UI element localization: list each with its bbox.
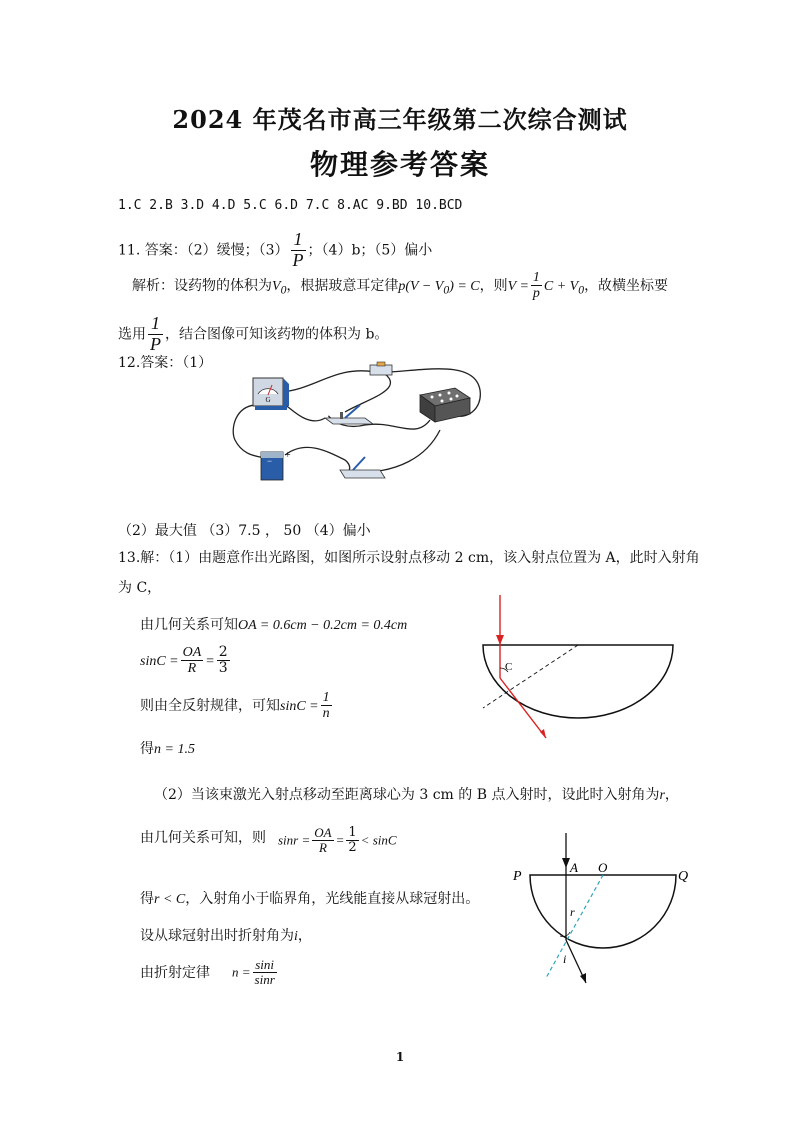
- hemisphere: [483, 645, 673, 718]
- q11-frac: $\frac{1}{P}$: [292, 229, 304, 270]
- q13-sinC: sinC = $\frac{OA}{R}$ = $\frac{2}{3}$: [140, 644, 228, 677]
- svg-text:−: −: [267, 456, 273, 466]
- q13-conclusion: 得r < C，入射角小于临界角，光线能直接从球冠射出。: [140, 891, 480, 907]
- resistance-box: [420, 388, 470, 422]
- ray-arrow-2: [580, 973, 586, 983]
- label-i: i: [563, 952, 567, 966]
- battery: [261, 450, 291, 480]
- q11-answer: 11. 答案：（2）缓慢；（3） $\frac{1}{P}$ ；（4）b；（5）偏小: [118, 229, 433, 270]
- ray-arrow: [562, 858, 570, 868]
- page-number: 1: [395, 1050, 405, 1064]
- q13-intro2: 为 C，: [118, 580, 162, 596]
- light-path-figure-1: [478, 590, 678, 740]
- q13-geometry: 由几何关系可知OA = 0.6cm − 0.2cm = 0.4cm: [140, 617, 408, 633]
- q13-snell: n = $\frac{\sin i}{\sin r}$: [232, 957, 275, 988]
- q13-law-text: 由折射定律: [140, 965, 210, 981]
- light-path-figure-2: [508, 828, 698, 993]
- label-o: O: [598, 860, 608, 875]
- hemisphere: [530, 875, 676, 948]
- label-p: P: [513, 869, 522, 884]
- galvanometer: [253, 378, 289, 410]
- wire: [345, 374, 390, 412]
- q13-geometry-2: 由几何关系可知，则: [140, 830, 266, 846]
- label-q: Q: [678, 869, 689, 884]
- q13-result: 得n = 1.5: [140, 741, 195, 757]
- wire: [283, 404, 325, 420]
- wire: [280, 371, 375, 392]
- q11-analysis-line2: 选用 $\frac{1}{P}$ ，结合图像可知该药物的体积为 b。: [118, 313, 389, 354]
- label-r: r: [570, 905, 575, 919]
- ray-arrow: [496, 635, 504, 645]
- switch-1: [325, 405, 373, 424]
- q13-refraction: 设从球冠射出时折射角为i，: [140, 928, 312, 944]
- svg-text:+: +: [285, 450, 291, 461]
- q11-analysis-line1: 解析：设药物的体积为$V_0$，根据玻意耳定律$p(V - V_0) = C$，则V = $\frac{1}{p}$ $C + V_0$，故横坐标要: [132, 270, 669, 302]
- rheostat: [370, 362, 392, 375]
- answer-title: 物理参考答案: [309, 148, 490, 181]
- q13-sinr: sinr = $\frac{OA}{R}$ = $\frac{1}{2}$ < sinC: [278, 825, 397, 856]
- q12-answer: 12.答案：（1）: [118, 355, 213, 371]
- q13-part2-intro: （2）当该束激光入射点移动至距离球心为 3 cm 的 B 点入射时，设此时入射角为r，: [154, 787, 679, 803]
- refracted-ray: [500, 678, 546, 738]
- label-c: C: [505, 661, 513, 673]
- label-a: A: [570, 860, 578, 875]
- switch-2: [340, 457, 385, 478]
- normal-line: [483, 645, 578, 708]
- circuit-diagram: [225, 360, 495, 495]
- q13-intro: 13.解：（1）由题意作出光路图，如图所示设射点移动 2 cm，该入射点位置为 A，此时入射角: [118, 550, 700, 566]
- q12-part2: （2）最大值 （3）7.5 ， 50 （4）偏小: [118, 523, 371, 539]
- normal-line: [546, 875, 603, 978]
- q13-total-reflection: 则由全反射规律，可知sinC = $\frac{1}{n}$: [140, 690, 330, 722]
- exam-title: 2024 年茂名市高三年级第二次综合测试: [172, 105, 628, 134]
- svg-text:G: G: [265, 396, 271, 404]
- wire: [370, 430, 440, 472]
- mc-answers: 1.C 2.B 3.D 4.D 5.C 6.D 7.C 8.AC 9.BD 10.BCD: [118, 198, 463, 213]
- wire: [285, 447, 350, 471]
